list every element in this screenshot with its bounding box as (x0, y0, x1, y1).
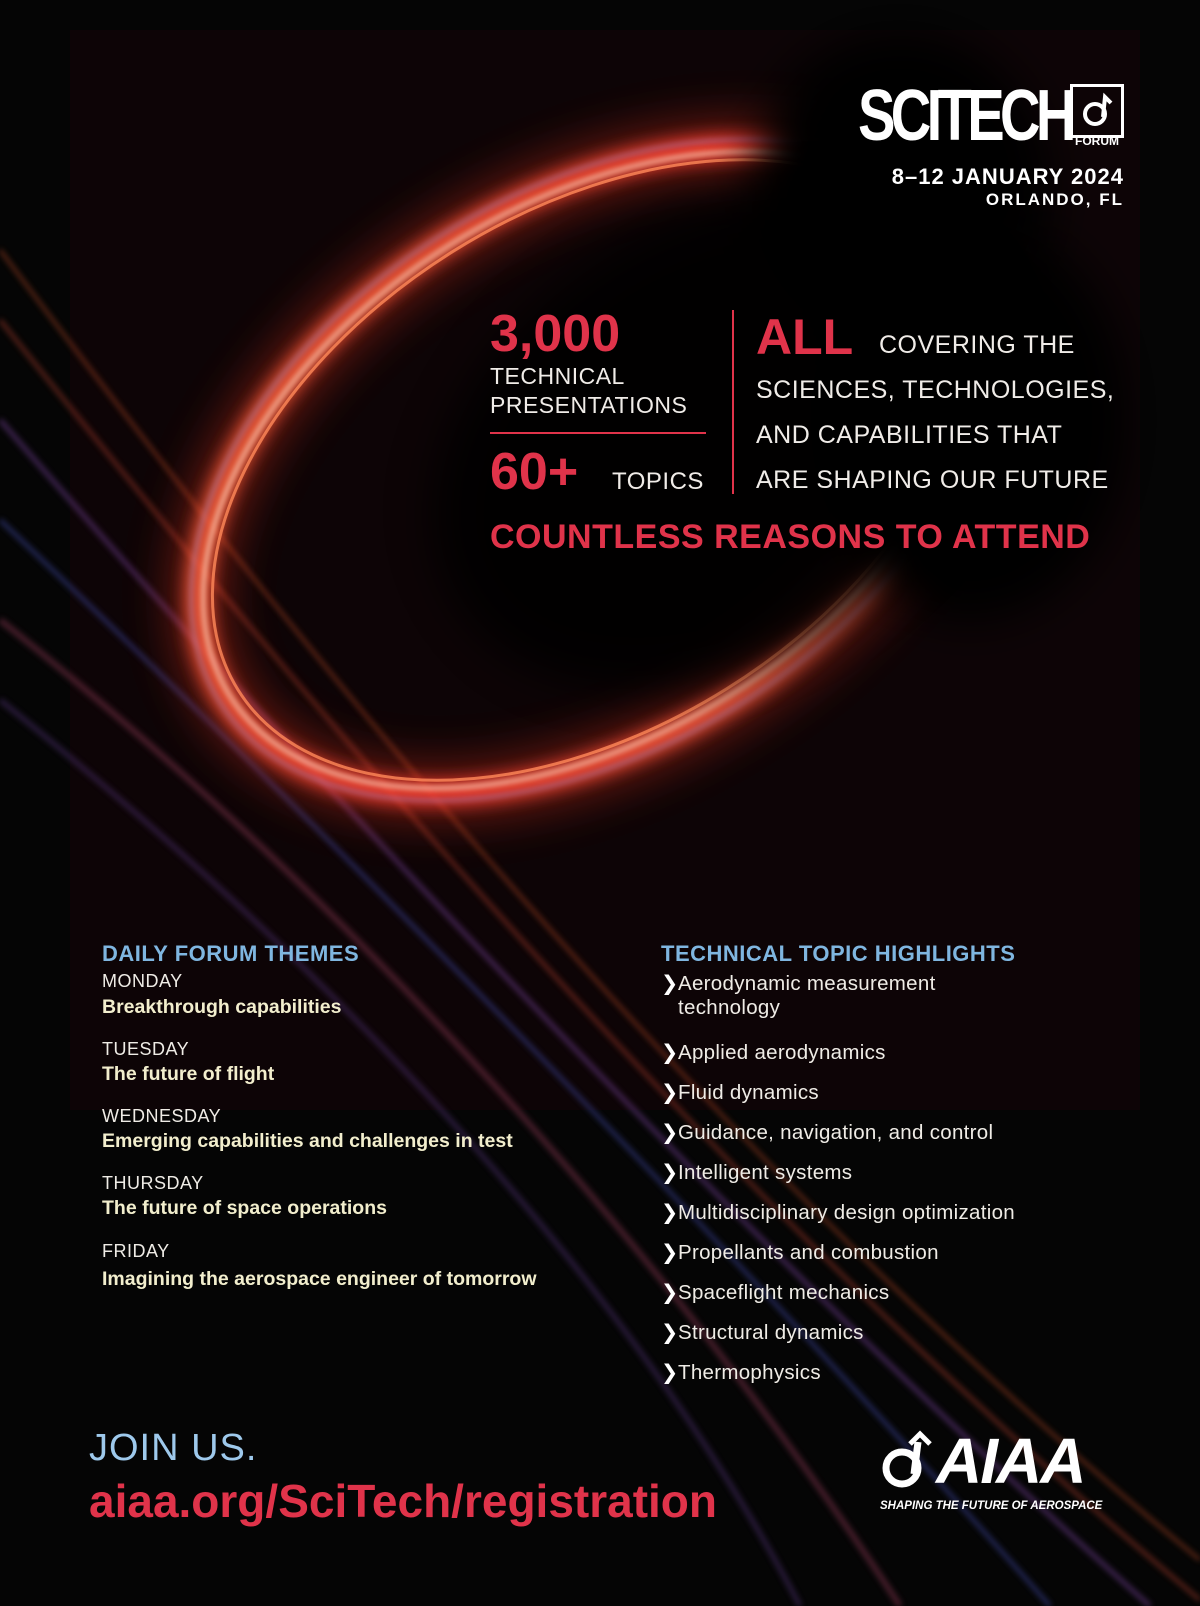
aiaa-tagline: SHAPING THE FUTURE OF AEROSPACE (880, 1500, 1103, 1512)
registration-link[interactable]: aiaa.org/SciTech/registration (89, 1475, 718, 1527)
topic-item (661, 1320, 864, 1345)
topic-item (661, 1160, 852, 1185)
join-us-heading: JOIN US. (89, 1427, 258, 1469)
chevron-right-icon: ❯ (661, 1321, 679, 1344)
topic-item (661, 1080, 819, 1105)
topic-label: Fluid dynamics (678, 1081, 819, 1104)
cover-text-line-1: COVERING THE (879, 331, 1075, 359)
topic-label-continued: technology (678, 996, 781, 1019)
theme-title: Emerging capabilities and challenges in test (102, 1130, 513, 1152)
topic-label: Guidance, navigation, and control (678, 1121, 994, 1144)
chevron-right-icon: ❯ (661, 1081, 679, 1104)
topic-item (661, 1040, 886, 1065)
topic-label: Thermophysics (678, 1361, 821, 1384)
topic-label: Structural dynamics (678, 1321, 864, 1344)
presentations-label (490, 362, 687, 420)
topic-label: Aerodynamic measurement (678, 972, 936, 995)
topic-label: Spaceflight mechanics (678, 1281, 890, 1304)
aiaa-emblem-icon (1070, 84, 1124, 138)
chevron-right-icon: ❯ (661, 1041, 679, 1064)
topic-item (661, 1240, 939, 1265)
theme-day: TUESDAY (102, 1039, 190, 1059)
chevron-right-icon: ❯ (661, 1281, 679, 1304)
topic-item (661, 1120, 993, 1145)
topic-item (661, 1280, 889, 1305)
cover-text-line-3: AND CAPABILITIES THAT (756, 421, 1063, 449)
topics-label: TOPICS (612, 468, 704, 495)
chevron-right-icon: ❯ (661, 1241, 679, 1264)
theme-title: Imagining the aerospace engineer of tomorrow (102, 1268, 537, 1290)
theme-title: The future of space operations (102, 1197, 387, 1219)
chevron-right-icon: ❯ (661, 972, 679, 995)
presentations-label-line-2: PRESENTATIONS (490, 392, 688, 418)
all-word: ALL (756, 309, 854, 365)
presentations-count: 3,000 (490, 305, 621, 363)
chevron-right-icon: ❯ (661, 1161, 679, 1184)
topic-item (661, 1360, 821, 1385)
aiaa-emblem-icon (880, 1430, 936, 1494)
stats-divider-horizontal (490, 432, 706, 434)
theme-day: THURSDAY (102, 1173, 204, 1193)
event-dates: 8–12 JANUARY 2024 (891, 164, 1124, 189)
topic-item (661, 971, 936, 1020)
aiaa-wordmark: AIAA (936, 1425, 1085, 1497)
chevron-right-icon: ❯ (661, 1121, 679, 1144)
theme-day: FRIDAY (102, 1241, 170, 1261)
topics-count: 60+ (490, 443, 579, 501)
topic-item (661, 1200, 1015, 1225)
event-location: ORLANDO, FL (985, 190, 1124, 209)
topics-heading: TECHNICAL TOPIC HIGHLIGHTS (661, 941, 1016, 966)
topic-label: Multidisciplinary design optimization (678, 1201, 1015, 1224)
theme-title: The future of flight (102, 1063, 275, 1085)
stats-divider-vertical (732, 310, 734, 494)
attend-tagline: COUNTLESS REASONS TO ATTEND (490, 518, 1091, 556)
presentations-label-line-1: TECHNICAL (490, 363, 625, 389)
scitech-forum-logo (858, 76, 1126, 156)
theme-day: MONDAY (102, 971, 183, 991)
theme-day: WEDNESDAY (102, 1106, 222, 1126)
logo-wordmark: SCITECH (858, 76, 1072, 156)
cover-text-line-2: SCIENCES, TECHNOLOGIES, (756, 376, 1115, 404)
logo-forum-label: FORUM (1075, 134, 1119, 148)
topic-label: Propellants and combustion (678, 1241, 939, 1264)
chevron-right-icon: ❯ (661, 1201, 679, 1224)
cover-text-line-4: ARE SHAPING OUR FUTURE (756, 466, 1109, 494)
chevron-right-icon: ❯ (661, 1361, 679, 1384)
aiaa-logo (880, 1425, 1126, 1520)
theme-title: Breakthrough capabilities (102, 996, 342, 1018)
topic-label: Intelligent systems (678, 1161, 853, 1184)
topic-label: Applied aerodynamics (678, 1041, 886, 1064)
themes-heading: DAILY FORUM THEMES (102, 941, 360, 966)
